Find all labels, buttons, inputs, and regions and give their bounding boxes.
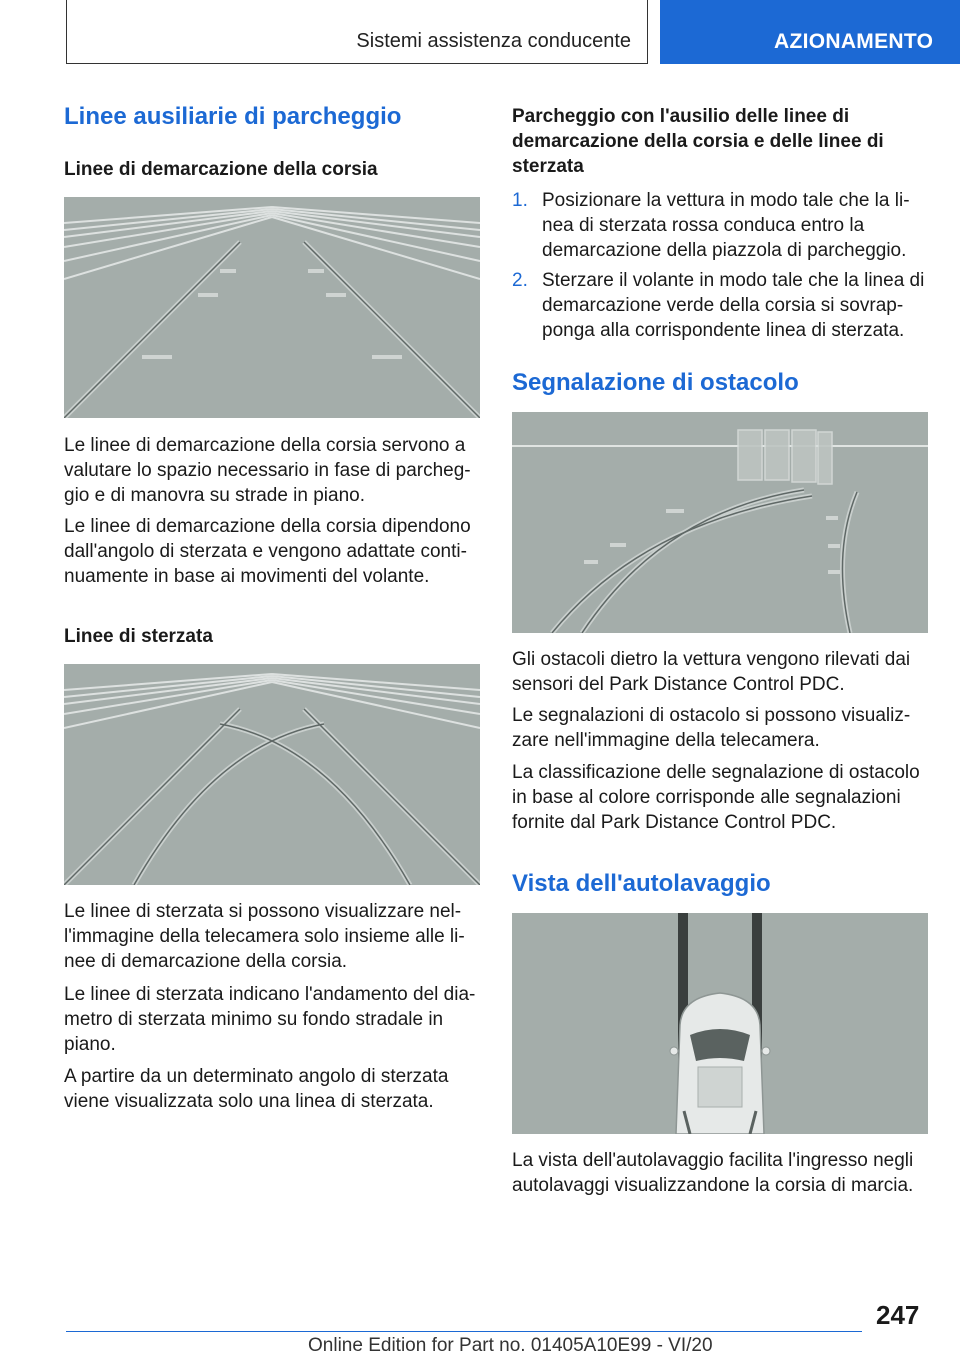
step-text: Sterzare il volante in modo tale che la linea di demarcazione verde della corsia si sovrapponga alla corrispondente linea di sterzata. [542, 270, 925, 341]
list-item [512, 268, 928, 343]
header-section-box [66, 0, 648, 64]
footer-edition: Online Edition for Part no. 01405A10E99 - VI/20 [308, 1335, 713, 1356]
header-section-title: Sistemi assistenza conducente [356, 30, 631, 52]
subheading-steering-lines: Linee di sterzata [64, 626, 213, 647]
lane-lines-image [64, 197, 480, 418]
lane-lines-illustration [64, 197, 480, 418]
page-header [0, 0, 960, 66]
paragraph-lane-lines-2: Le linee di demarcazione della corsia dipendono dall'angolo di sterzata e vengono adattate continuamente in base ai movimenti del volante. [64, 516, 471, 587]
section-title-obstacle: Segnalazione di ostacolo [512, 369, 799, 396]
section-title-car-wash: Vista dell'autolavaggio [512, 870, 771, 897]
obstacle-image [512, 412, 928, 633]
obstacle-illustration [512, 412, 928, 633]
paragraph-steering-lines-1: Le linee di sterzata si possono visualizzare nell'immagine della telecamera solo insieme alle linee di demarcazione della corsia. [64, 901, 465, 972]
car-wash-illustration [512, 913, 928, 1134]
paragraph-steering-lines-3: A partire da un determinato angolo di sterzata viene visualizzata solo una linea di sterzata. [64, 1066, 449, 1112]
list-item [512, 188, 928, 263]
step-number: 1. [512, 190, 528, 211]
paragraph-obstacle-1: Gli ostacoli dietro la vettura vengono rilevati dai sensori del Park Distance Control PDC. [512, 649, 911, 695]
subheading-lane-lines: Linee di demarcazione della corsia [64, 159, 378, 180]
footer-rule [66, 1331, 862, 1332]
parking-steps-list [512, 188, 928, 348]
header-chapter-label: AZIONAMENTO [774, 30, 934, 53]
section-title-parking-lines: Linee ausiliarie di parcheggio [64, 103, 402, 130]
step-text: Posizionare la vettura in modo tale che la linea di sterzata rossa conduca entro la demarcazione della piazzola di parcheggio. [542, 190, 910, 261]
paragraph-steering-lines-2: Le linee di sterzata indicano l'andamento del diametro di sterzata minimo su fondo stradale in piano. [64, 984, 476, 1055]
step-number: 2. [512, 270, 528, 291]
paragraph-lane-lines-1: Le linee di demarcazione della corsia servono a valutare lo spazio necessario in fase di parcheggio e di manovra su strade in piano. [64, 435, 471, 506]
paragraph-obstacle-3: La classificazione delle segnalazione di ostacolo in base al colore corrisponde alle segnalazioni fornite dal Park Distance Control PDC. [512, 762, 920, 833]
paragraph-obstacle-2: Le segnalazioni di ostacolo si possono visualizzare nell'immagine della telecamera. [512, 705, 911, 751]
subheading-parking-procedure: Parcheggio con l'ausilio delle linee di demarcazione della corsia e delle linee di sterzata [512, 106, 884, 177]
steering-lines-illustration [64, 664, 480, 885]
steering-lines-image [64, 664, 480, 885]
car-wash-image [512, 913, 928, 1134]
header-chapter-tab[interactable] [660, 0, 960, 64]
paragraph-car-wash: La vista dell'autolavaggio facilita l'ingresso negli autolavaggi visualizzandone la corsia di marcia. [512, 1150, 914, 1196]
page-number: 247 [876, 1300, 920, 1330]
